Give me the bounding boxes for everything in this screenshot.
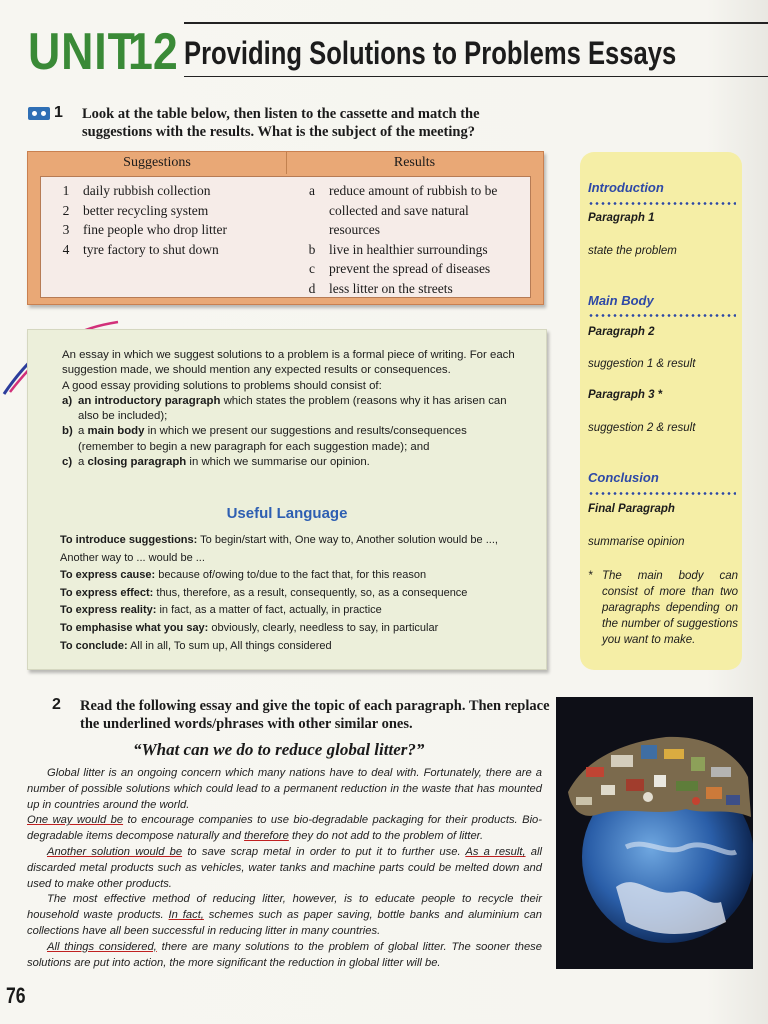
task-1-line-2: suggestions with the results. What is the subject of the meeting? xyxy=(82,124,475,140)
sidebar-summarise: summarise opinion xyxy=(588,536,685,548)
table-header-results: Results xyxy=(393,155,436,170)
structure-item-b-note: (remember to begin a new paragraph for each suggestion made); and xyxy=(78,440,430,453)
theory-intro: An essay in which we suggest solutions to a problem is a formal piece of writing. For each suggestion made, we should mention any expected results or consequences. xyxy=(62,349,515,377)
header-rule-top xyxy=(184,22,768,24)
task-2-instruction xyxy=(80,697,550,733)
dotted-divider xyxy=(588,202,736,205)
essay-plan-sidebar xyxy=(580,152,742,670)
task-1-instruction xyxy=(82,105,522,141)
footnote-text: The main body can consist of more than two paragraphs depending on the number of suggestions you want to make. xyxy=(602,570,738,646)
table-row: d less litter on the streets xyxy=(308,280,453,296)
useful-language-list xyxy=(60,532,530,655)
table-row: 2 better recycling system xyxy=(62,202,209,218)
sidebar-state-problem: state the problem xyxy=(588,245,677,257)
sidebar-introduction: Introduction xyxy=(588,180,664,195)
task-2-number: 2 xyxy=(52,696,61,713)
essay-title: “What can we do to reduce global litter?” xyxy=(133,740,425,759)
task-2-line-2: the underlined words/phrases with other similar ones. xyxy=(80,716,413,732)
task-2-line-1: Read the following essay and give the topic of each paragraph. Then replace xyxy=(80,698,550,714)
table-header xyxy=(28,152,543,174)
essay-paragraph-3: Another solution would be to save scrap metal in order to put it to further use. As a result, all discarded metal products such as vehicles, water tanks and machine parts could be melted down and used to make other products. xyxy=(27,845,542,890)
task-1-line-1: Look at the table below, then listen to the cassette and match the xyxy=(82,106,480,122)
unit-word: UNIT xyxy=(28,23,136,81)
globe-icon xyxy=(556,697,753,969)
table-row: 3 fine people who drop litter xyxy=(62,222,227,237)
table-body xyxy=(40,176,531,298)
structure-item-b: b) a main body in which we present our suggestions and results/consequences xyxy=(62,425,467,438)
essay-paragraph-5: All things considered, there are many solutions to the problem of global litter. The sooner these solutions are put into action, the more significant the reduction in global litter will be. xyxy=(27,940,542,969)
essay-body xyxy=(27,766,542,971)
list-item: To express effect: thus, therefore, as a result, consequently, so, as a consequence xyxy=(60,586,468,599)
sidebar-paragraph-2: Paragraph 2 xyxy=(588,326,655,338)
results-list xyxy=(305,181,520,298)
theory-text xyxy=(62,348,528,470)
list-item: To conclude: All in all, To sum up, All things considered xyxy=(60,639,332,652)
footnote-star: * xyxy=(588,570,593,582)
list-item: To express reality: in fact, as a matter of fact, actually, in practice xyxy=(60,604,382,617)
structure-item-c: c) a closing paragraph in which we summarise our opinion. xyxy=(62,456,370,469)
unit-number: 12 xyxy=(128,23,178,81)
table-row: b live in healthier surroundings xyxy=(308,241,488,257)
sidebar-footnote xyxy=(588,568,738,648)
useful-language-heading: Useful Language xyxy=(226,505,348,522)
list-item: To express cause: because of/owing to/due to the fact that, for this reason xyxy=(60,569,427,582)
table-row: c prevent the spread of diseases xyxy=(309,261,491,276)
list-item: To introduce suggestions: To begin/start with, One way to, Another solution would be ..., Another way to ... would be ... xyxy=(60,534,498,564)
essay-paragraph-4: The most effective method of reducing litter, however, is to educate people to recycle their household waste products. In fact, schemes such as paper saving, bottle banks and aluminium can collections have all been successful in reducing litter in many countries. xyxy=(27,893,542,937)
list-item: To emphasise what you say: obviously, clearly, needless to say, in particular xyxy=(60,621,439,634)
sidebar-paragraph-1: Paragraph 1 xyxy=(588,212,655,224)
suggestions-results-table xyxy=(27,151,544,305)
unit-header xyxy=(28,16,768,80)
table-header-suggestions: Suggestions xyxy=(123,155,191,170)
header-rule-bottom xyxy=(184,76,768,77)
sidebar-main-body: Main Body xyxy=(588,293,654,308)
sidebar-suggestion-1: suggestion 1 & result xyxy=(588,358,696,370)
cassette-icon xyxy=(28,107,50,120)
theory-box xyxy=(27,329,547,670)
task-1-number: 1 xyxy=(54,104,63,121)
table-row: 4 tyre factory to shut down xyxy=(62,241,219,257)
sidebar-conclusion: Conclusion xyxy=(588,470,659,485)
dotted-divider xyxy=(588,314,736,317)
sidebar-suggestion-2: suggestion 2 & result xyxy=(588,422,696,434)
structure-item-a: a) an introductory paragraph which states the problem (reasons why it has arisen can also be included); xyxy=(62,394,507,423)
suggestions-list xyxy=(59,181,299,259)
dotted-divider xyxy=(588,492,736,495)
essay-paragraph-1: Global litter is an ongoing concern which many nations have to deal with. Fortunately, there are a number of possible solutions which could lead to a permanent reduction in the waste that has mounted up in countries around the world. xyxy=(27,767,542,811)
page-number: 76 xyxy=(6,983,26,1008)
theory-structure-intro: A good essay providing solutions to problems should consist of: xyxy=(62,379,382,392)
globe-litter-illustration xyxy=(556,697,753,969)
sidebar-final-paragraph: Final Paragraph xyxy=(588,503,675,515)
essay-paragraph-2: One way would be to encourage companies to use bio-degradable packaging for their products. Bio-degradable items decompose naturally and therefore they do not add to the problem of litter. xyxy=(27,814,542,843)
table-row: 1 daily rubbish collection xyxy=(62,183,211,198)
table-row: a reduce amount of rubbish to be collected and save natural resources xyxy=(309,183,498,237)
sidebar-paragraph-3: Paragraph 3 * xyxy=(588,389,663,401)
page-title: Providing Solutions to Problems Essays xyxy=(184,35,677,71)
